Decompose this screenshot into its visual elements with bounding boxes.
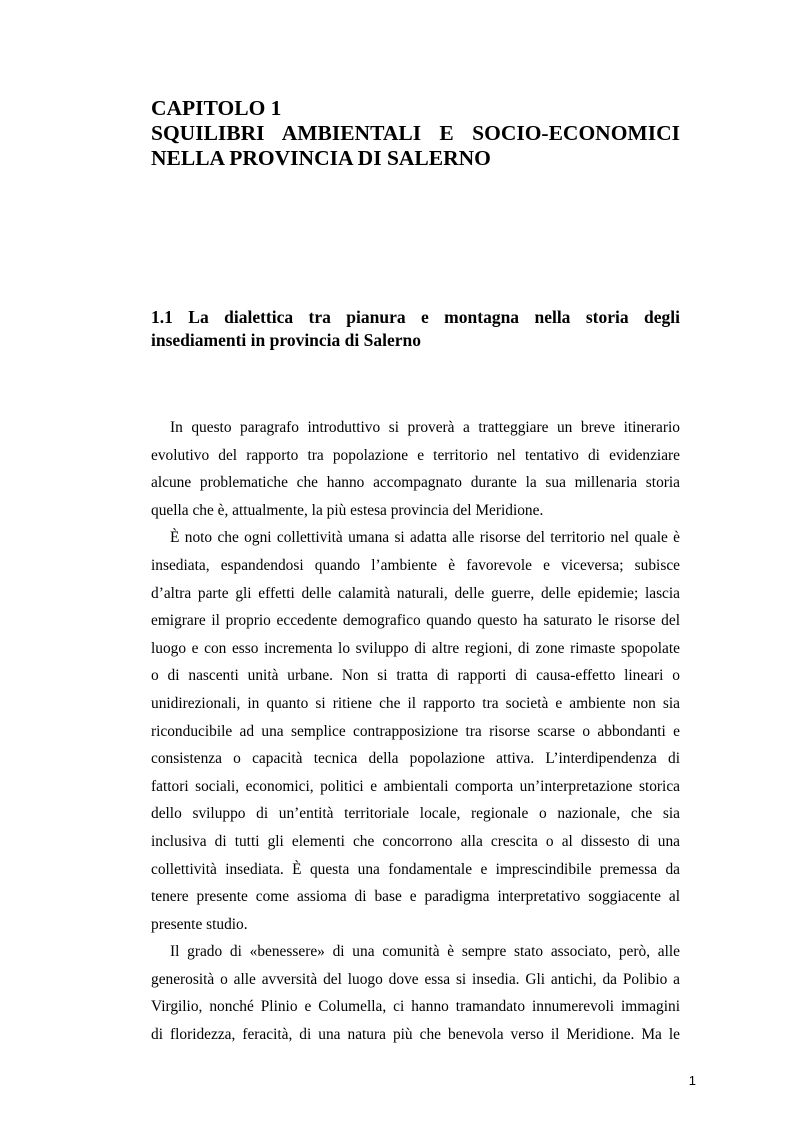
text-line: dello sviluppo di un’entità territoriale locale, regionale o nazionale, che sia [151,805,680,823]
text-line: collettività insediata. È questa una fondamentale e imprescindibile premessa da [151,860,680,878]
text-line: Il grado di «benessere» di una comunità è sempre stato associato, però, alle [170,943,680,961]
chapter-title-line-2: NELLA PROVINCIA DI SALERNO [151,146,491,170]
page-number: 1 [688,1073,696,1088]
text-line: riconducibile ad una semplice contrapposizione tra risorse scarse o abbondanti e [151,722,680,740]
chapter-title [151,96,680,171]
text-line: d’altra parte gli effetti delle calamità naturali, delle guerre, delle epidemie; lascia [151,584,680,602]
text-line: consistenza o capacità tecnica della popolazione attiva. L’interdipendenza di [151,750,680,768]
body-text [151,414,680,1049]
section-title-line-1: 1.1 La dialettica tra pianura e montagna nella storia degli [151,307,680,327]
chapter-label: CAPITOLO 1 [151,96,282,120]
section-title [151,306,680,352]
text-line: evolutivo del rapporto tra popolazione e territorio nel tentativo di evidenziare [151,446,680,464]
text-line: alcune problematiche che hanno accompagnato durante la sua millenaria storia [151,474,680,492]
text-line: In questo paragrafo introduttivo si proverà a tratteggiare un breve itinerario [170,419,680,436]
text-line: tenere presente come assioma di base e paradigma interpretativo soggiacente al [151,888,680,906]
text-line: unidirezionali, in quanto si ritiene che il rapporto tra società e ambiente non sia [151,694,680,712]
text-line: quella che è, attualmente, la più estesa provincia del Meridione. [151,501,544,519]
text-line: o di nascenti unità urbane. Non si tratta di rapporti di causa-effetto lineari o [151,667,680,685]
paragraph-3 [151,938,680,1048]
text-line: emigrare il proprio eccedente demografico quando questo ha saturato le risorse del [151,612,680,630]
paragraph-1 [151,414,680,524]
text-line: di floridezza, feracità, di una natura più che benevola verso il Meridione. Ma le [151,1026,680,1044]
text-line: luogo e con esso incrementa lo sviluppo di altre regioni, di zone rimaste spopolate [151,639,680,657]
text-line: Virgilio, nonché Plinio e Columella, ci hanno tramandato innumerevoli immagini [151,998,680,1016]
text-line: insediata, espandendosi quando l’ambiente è favorevole e viceversa; subisce [151,556,680,574]
text-line: fattori sociali, economici, politici e ambientali comporta un’interpretazione storica [151,777,680,795]
text-line: presente studio. [151,915,248,933]
text-line: È noto che ogni collettività umana si adatta alle risorse del territorio nel quale è [170,529,680,547]
section-title-line-2: insediamenti in provincia di Salerno [151,330,421,350]
chapter-title-line-1: SQUILIBRI AMBIENTALI E SOCIO-ECONOMICI [151,121,680,145]
text-line: generosità o alle avversità del luogo dove essa si insedia. Gli antichi, da Polibio a [151,970,680,988]
paragraph-2 [151,524,680,938]
text-line: inclusiva di tutti gli elementi che concorrono alla crescita o al dissesto di una [151,832,680,850]
